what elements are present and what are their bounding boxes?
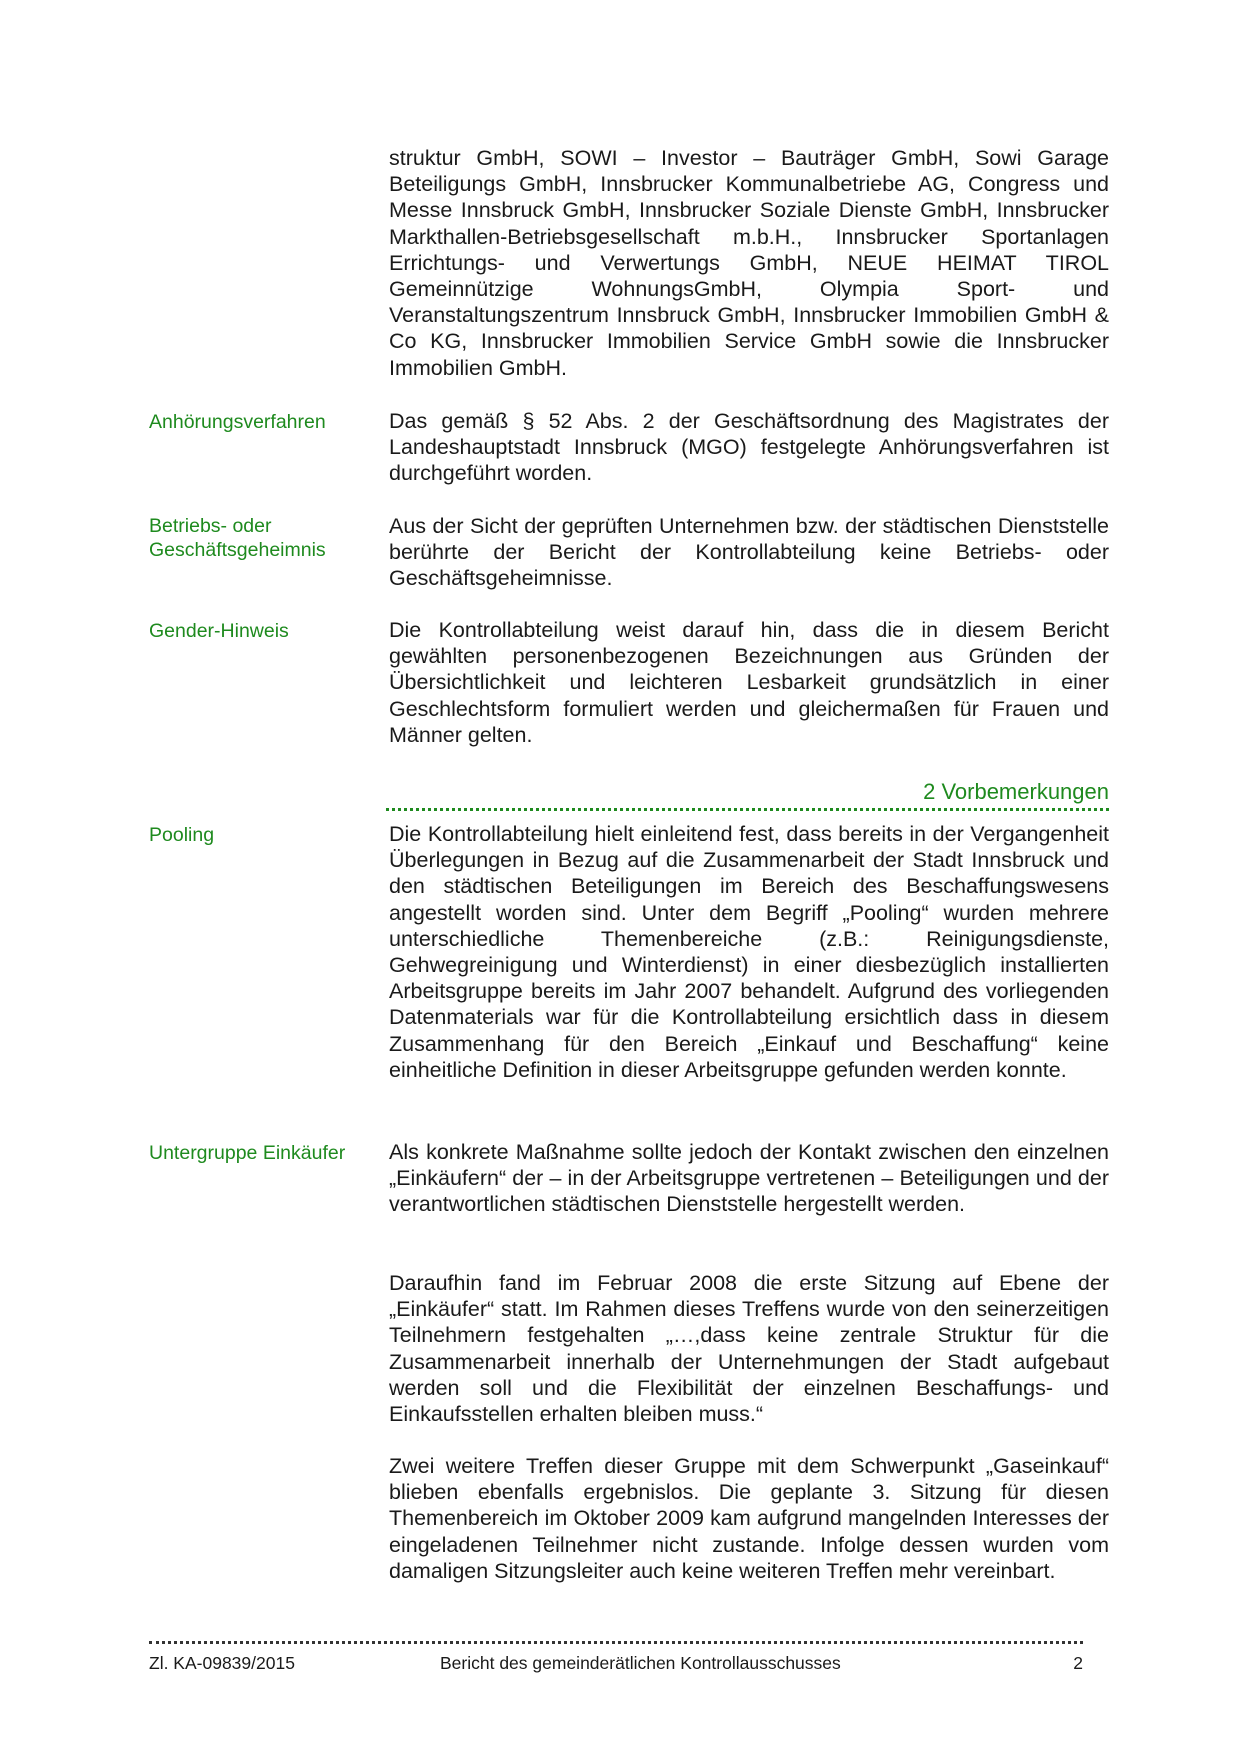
margin-label-line: Betriebs- oder <box>149 515 272 537</box>
footer-divider <box>149 1641 1083 1644</box>
paragraph-einkaeufer-treffen: Zwei weitere Treffen dieser Gruppe mit dem Schwerpunkt „Gaseinkauf“ blieben ebenfalls ergebnislos. Die geplante 3. Sitzung für diesen Themenbereich im Oktober 2009 kam aufgrund mangelnden Interesses der eingeladenen Teilnehmer nicht zustande. Infolge dessen wurden vom damaligen Sitzungsleiter auch keine weiteren Treffen mehr vereinbart. <box>389 1454 1109 1583</box>
paragraph-company-list: struktur GmbH, SOWI – Investor – Bauträger GmbH, Sowi Garage Beteiligungs GmbH, Innsbrucker Kommunalbetriebe AG, Congress und Messe Innsbruck GmbH, Innsbrucker Soziale Dienste GmbH, Innsbrucker Markthallen-Betriebsgesellschaft m.b.H., Innsbrucker Sportanlagen Errichtungs- und Verwertungs GmbH, NEUE HEIMAT TIROL Gemeinnützige WohnungsGmbH, Olympia Sport- und Veranstaltungszentrum Innsbruck GmbH, Innsbrucker Immobilien GmbH & Co KG, Innsbrucker Immobilien Service GmbH sowie die Innsbrucker Immobilien GmbH. <box>389 146 1109 380</box>
paragraph-pooling: Die Kontrollabteilung hielt einleitend fest, dass bereits in der Vergangenheit Überlegungen in Bezug auf die Zusammenarbeit der Stadt Innsbruck und den städtischen Beteiligungen im Bereich des Beschaffungswesens angestellt worden sind. Unter dem Begriff „Pooling“ wurden mehrere unterschiedliche Themenbereiche (z.B.: Reinigungsdienste, Gehwegreinigung und Winterdienst) in einer diesbezüglich installierten Arbeitsgruppe bereits im Jahr 2007 behandelt. Aufgrund des vorliegenden Datenmaterials war für die Kontrollabteilung ersichtlich dass in diesem Zusammenhang für den Bereich „Einkauf und Beschaffung“ keine einheitliche Definition in dieser Arbeitsgruppe gefunden werden konnte. <box>389 822 1109 1082</box>
paragraph-anhoerungsverfahren: Das gemäß § 52 Abs. 2 der Geschäftsordnung des Magistrates der Landeshauptstadt Innsbruck (MGO) festgelegte Anhörungsverfahren ist durchgeführt worden. <box>389 409 1109 486</box>
margin-label-geschaeftsgeheimnis <box>149 514 379 562</box>
margin-label-pooling: Pooling <box>149 824 215 846</box>
margin-label-anhoerungsverfahren: Anhörungsverfahren <box>149 411 326 433</box>
margin-label-untergruppe-einkaeufer: Untergruppe Einkäufer <box>149 1142 346 1164</box>
margin-label-line: Geschäftsgeheimnis <box>149 539 326 561</box>
paragraph-einkaeufer-sitzung: Daraufhin fand im Februar 2008 die erste Sitzung auf Ebene der „Einkäufer“ statt. Im Rahmen dieses Treffens wurde von den seinerzeitigen Teilnehmern festgehalten „…,dass keine zentrale Struktur für die Zusammenarbeit innerhalb der Unternehmungen der Stadt aufgebaut werden soll und die Flexibilität der einzelnen Beschaffungs- und Einkaufsstellen erhalten bleiben muss.“ <box>389 1271 1109 1427</box>
section-heading: 2 Vorbemerkungen <box>923 779 1109 804</box>
paragraph-gender-hinweis: Die Kontrollabteilung weist darauf hin, dass die in diesem Bericht gewählten personenbezogenen Bezeichnungen aus Gründen der Übersichtlichkeit und leichteren Lesbarkeit grundsätzlich in einer Geschlechtsform formuliert werden und gleichermaßen für Frauen und Männer gelten. <box>389 618 1109 747</box>
footer-reference: Zl. KA-09839/2015 <box>149 1653 295 1673</box>
page-number: 2 <box>1073 1653 1083 1673</box>
footer-title: Bericht des gemeinderätlichen Kontrollausschusses <box>440 1653 841 1673</box>
paragraph-einkaeufer-kontakt: Als konkrete Maßnahme sollte jedoch der Kontakt zwischen den einzelnen „Einkäufern“ der – in der Arbeitsgruppe vertretenen – Beteiligungen und der verantwortlichen städtischen Dienststelle hergestellt werden. <box>389 1140 1109 1217</box>
margin-label-gender-hinweis: Gender-Hinweis <box>149 620 289 642</box>
section-divider <box>386 808 1109 811</box>
paragraph-geschaeftsgeheimnis: Aus der Sicht der geprüften Unternehmen bzw. der städtischen Dienststelle berührte der Bericht der Kontrollabteilung keine Betriebs- oder Geschäftsgeheimnisse. <box>389 514 1109 591</box>
